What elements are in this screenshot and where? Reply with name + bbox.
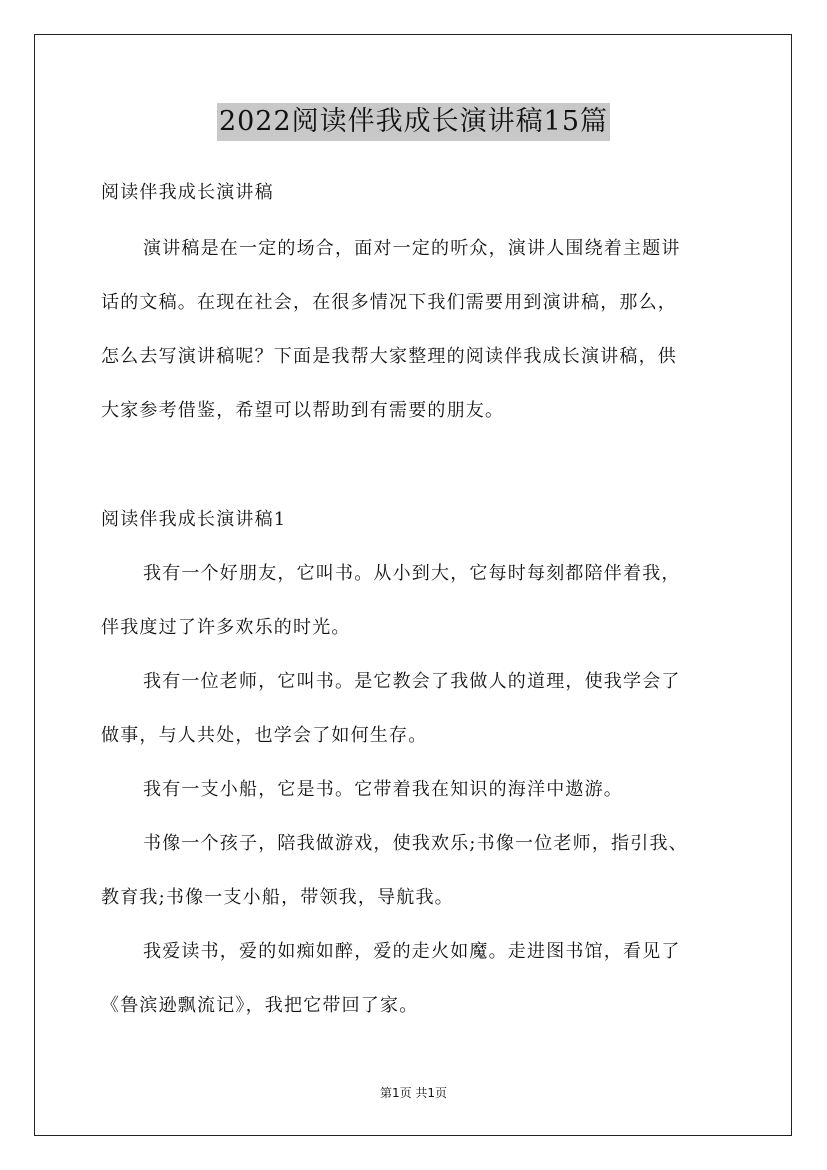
section1-line-8: 我爱读书，爱的如痴如醉，爱的走火如魔。走进图书馆，看见了 [143,941,681,962]
section1-line-1: 我有一个好朋友，它叫书。从小到大，它每时每刻都陪伴着我， [143,563,681,584]
section1-heading: 阅读伴我成长演讲稿1 [101,509,287,530]
section1-line-5: 我有一支小船，它是书。它带着我在知识的海洋中遨游。 [143,779,623,800]
intro-line-3: 怎么去写演讲稿呢？下面是我帮大家整理的阅读伴我成长演讲稿，供 [101,346,677,367]
page-footer: 第1页 共1页 [379,1086,448,1100]
section1-line-3: 我有一位老师，它叫书。是它教会了我做人的道理，使我学会了 [143,671,681,692]
section1-line-4: 做事，与人共处，也学会了如何生存。 [101,725,428,746]
section1-line-2: 伴我度过了许多欢乐的时光。 [101,617,351,638]
intro-line-4: 大家参考借鉴，希望可以帮助到有需要的朋友。 [101,400,505,421]
section1-line-6: 书像一个孩子，陪我做游戏，使我欢乐;书像一位老师，指引我、 [143,833,688,854]
section1-line-9: 《鲁滨逊飘流记》，我把它带回了家。 [101,995,419,1016]
document-title: 2022阅读伴我成长演讲稿15篇 [217,103,610,141]
intro-heading: 阅读伴我成长演讲稿 [101,182,274,203]
intro-line-2: 话的文稿。在现在社会，在很多情况下我们需要用到演讲稿，那么， [101,292,677,313]
intro-line-1: 演讲稿是在一定的场合，面对一定的听众，演讲人围绕着主题讲 [143,238,681,259]
section1-line-7: 教育我;书像一支小船，带领我，导航我。 [101,887,454,908]
document-title-wrapper [0,103,827,141]
